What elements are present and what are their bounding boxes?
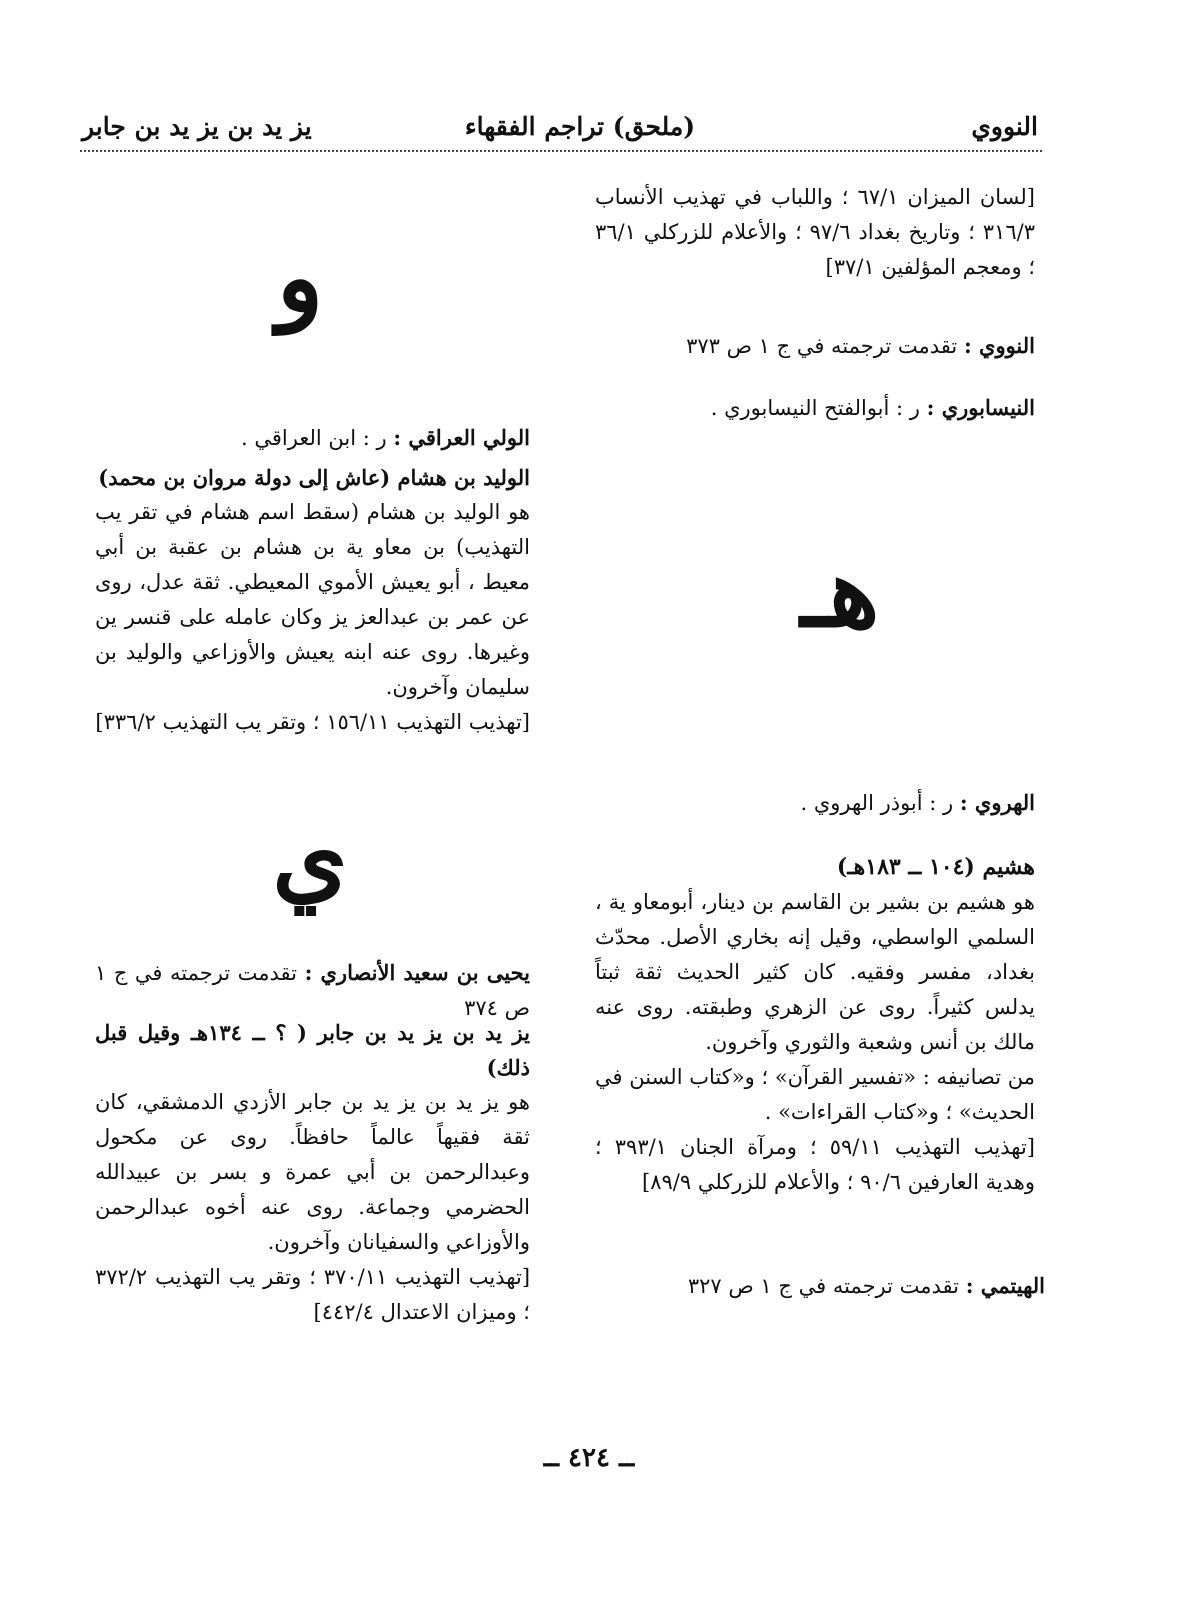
entry-heading: النيسابوري : xyxy=(926,395,1035,420)
page-number: ــ ٤٢٤ ــ xyxy=(543,1443,635,1473)
running-head-left: يز يد بن يز يد بن جابر xyxy=(82,112,312,141)
reference-block: [لسان الميزان ٦٧/١ ؛ واللباب في تهذيب الأنساب ٣١٦/٣ ؛ وتاريخ بغداد ٩٧/٦ ؛ والأعلام للزركلي ٣٦/١ ؛ ومعجم المؤلفين ٣٧/١] xyxy=(595,185,1035,279)
reference-block: [تهذيب التهذيب ١٥٦/١١ ؛ وتقر يب التهذيب ٣٣٦/٢] xyxy=(95,710,530,734)
entry-haytami xyxy=(595,1268,1045,1304)
entry-heading: الهيتمي : xyxy=(965,1273,1045,1298)
entry-heading: يحيى بن سعيد الأنصاري : xyxy=(304,960,531,985)
entry-yazid xyxy=(95,1015,530,1330)
reference-block: [تهذيب التهذيب ٣٧٠/١١ ؛ وتقر يب التهذيب ٣٧٢/٢ ؛ وميزان الاعتدال ٤٤٢/٤] xyxy=(95,1265,531,1324)
section-letter-waw: و xyxy=(276,221,324,334)
entry-title: الوليد بن هشام (عاش إلى دولة مروان بن محمد) xyxy=(98,465,530,490)
entry-nisaburi xyxy=(595,390,1035,426)
entry-nawawi xyxy=(595,328,1035,364)
entry-text: ر : أبوذر الهروي . xyxy=(800,791,954,815)
section-letter-ha: هـ xyxy=(800,536,880,649)
entry-heading: الهروي : xyxy=(959,790,1035,815)
entry-wali-iraqi xyxy=(95,420,530,456)
running-head-right: النووي xyxy=(971,112,1038,141)
section-letter-ya: ي xyxy=(272,801,348,914)
reference-block: [تهذيب التهذيب ٥٩/١١ ؛ ومرآة الجنان ٣٩٣/١ ؛ وهدية العارفين ٩٠/٦ ؛ والأعلام للزركلي ٨٩/٩] xyxy=(595,1135,1035,1194)
entry-heading: الولي العراقي : xyxy=(393,425,530,450)
entry-title: يز يد بن يز يد بن جابر ( ؟ ــ ١٣٤هـ وقيل قبل ذلك) xyxy=(95,1020,530,1080)
entry-heading: النووي : xyxy=(963,333,1035,358)
entry-text: ر : ابن العراقي . xyxy=(241,426,387,450)
right-column-top xyxy=(595,180,1035,285)
entry-text: ر : أبوالفتح النيسابوري . xyxy=(710,396,920,420)
entry-paragraph: هو الوليد بن هشام (سقط اسم هشام في تقر يب التهذيب) بن معاو ية بن هشام بن عقبة بن أبي معيط ، أبو يعيش الأموي المعيطي. ثقة عدل، روى عن عمر بن عبدالعز يز وكان عامله على قنسر ين وغيرها. روى عنه ابنه يعيش والأوزاعي والوليد بن سليمان وآخرون. xyxy=(95,500,530,699)
entry-paragraph: هو هشيم بن بشير بن القاسم بن دينار، أبومعاو ية ، السلمي الواسطي، وقيل إنه بخاري الأصل. محدّث بغداد، مفسر وفقيه. كان كثير الحديث ثقة ثبتاً يدلس كثيراً. روى عن الزهري وطبقته. روى عنه مالك بن أنس وشعبة والثوري وآخرون. xyxy=(595,890,1035,1054)
entry-text: تقدمت ترجمته في ج ١ ص ٣٧٣ xyxy=(686,334,958,358)
entry-paragraph: من تصانيفه : «تفسير القرآن» ؛ و«كتاب السنن في الحديث» ؛ و«كتاب القراءات» . xyxy=(595,1065,1035,1124)
entry-text: تقدمت ترجمته في ج ١ ص ٣٧٤ xyxy=(95,961,530,1020)
entry-title: هشيم (١٠٤ ــ ١٨٣هـ) xyxy=(836,854,1035,880)
entry-hushaym xyxy=(595,850,1035,1200)
running-head-center: (ملحق) تراجم الفقهاء xyxy=(464,112,696,141)
entry-walid xyxy=(95,460,530,740)
header-rule xyxy=(80,150,1042,152)
entry-text: تقدمت ترجمته في ج ١ ص ٣٢٧ xyxy=(687,1274,960,1298)
entry-paragraph: هو يز يد بن يز يد بن جابر الأزدي الدمشقي، كان ثقة فقيهاً عالماً حافظاً. روى عن مكحول وعبدالرحمن بن أبي عمرة و بسر بن عبيدالله الحضرمي وجماعة. روى عنه أخوه عبدالرحمن والأوزاعي والسفيانان وآخرون. xyxy=(95,1090,530,1254)
entry-harawi xyxy=(595,785,1035,821)
